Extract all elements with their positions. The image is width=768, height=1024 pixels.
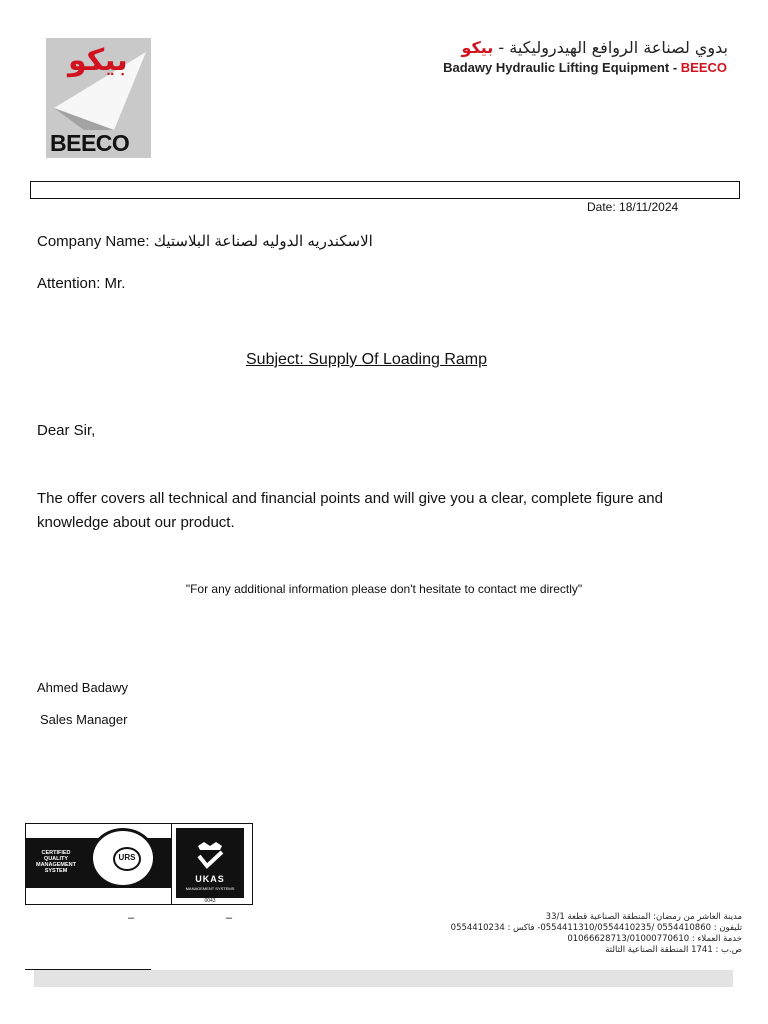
salutation: Dear Sir, [37, 422, 96, 439]
attention-line: Attention: Mr. [37, 275, 126, 292]
urs-mark: URS [113, 847, 141, 871]
urs-certification-badge [26, 824, 171, 904]
company-name-english-prefix: Badawy Hydraulic Lifting Equipment - [443, 60, 681, 75]
logo-arabic-text: بيكو [68, 43, 128, 78]
company-brand-arabic: بيكو [461, 38, 494, 57]
letter-subject: Subject: Supply Of Loading Ramp [246, 351, 488, 368]
signer-title: Sales Manager [40, 712, 128, 727]
footer-dash-right: – [226, 912, 233, 924]
urs-certified-label: CERTIFIED QUALITY MANAGEMENT SYSTEM [35, 850, 77, 874]
letter-body-paragraph: The offer covers all technical and financial points and will give you a clear, complete figure and knowledge about our product. [37, 490, 663, 531]
footer-dash-left: – [128, 912, 135, 924]
crown-check-icon [194, 840, 226, 870]
signer-name: Ahmed Badawy [37, 680, 129, 695]
ukas-label: UKAS [195, 874, 225, 884]
recipient-company: Company Name: الاسكندريه الدوليه لصناعة البلاستيك [37, 233, 373, 250]
certification-logos [25, 823, 253, 905]
company-name-english [443, 60, 727, 75]
logo-english-text: BEECO [50, 130, 130, 156]
letter-date: Date: 18/11/2024 [587, 200, 679, 214]
closing-quote: "For any additional information please don't hesitate to contact me directly" [185, 582, 583, 596]
footer-band [34, 970, 733, 987]
urs-seal-icon [90, 828, 156, 888]
customer-service-line: خدمة العملاء : 01066628713/01000770610 [567, 934, 742, 944]
header-divider-box [30, 181, 740, 199]
ukas-number: 0043 [204, 898, 216, 904]
company-name-arabic [461, 38, 728, 57]
footer-address [451, 912, 742, 956]
address-line: مدينة العاشر من رمضان: المنطقة الصناعية قطعة 33/1 [545, 912, 742, 922]
po-box-line: ص.ب : 1741 المنطقة الصناعية الثالثة [605, 945, 742, 955]
ukas-subtitle: MANAGEMENT SYSTEMS [185, 886, 235, 891]
company-logo [46, 38, 151, 158]
company-name-arabic-prefix: بدوي لصناعة الروافع الهيدروليكية - [493, 38, 728, 57]
phone-line: تليفون : 0554410860 /0554411310/0554410235- فاكس : 0554410234 [450, 923, 742, 933]
company-brand-english: BEECO [680, 60, 727, 75]
ukas-certification-badge [176, 828, 244, 898]
